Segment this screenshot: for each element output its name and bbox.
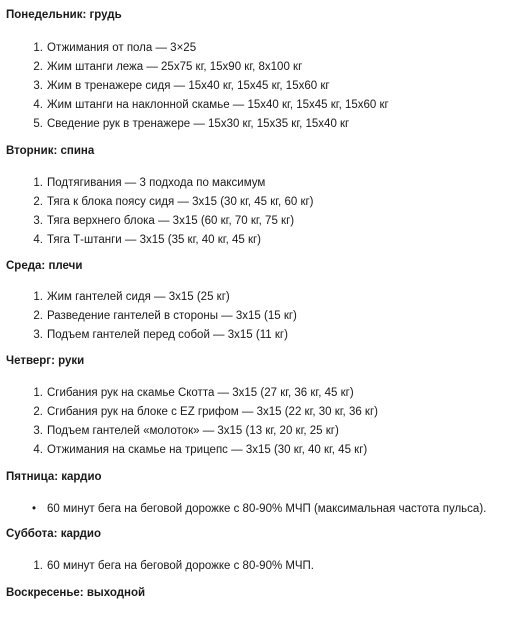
section-wednesday (6, 261, 511, 349)
exercise-list (6, 561, 511, 580)
section-title: Воскресенье: выходной (6, 587, 146, 599)
section-tuesday (6, 146, 511, 254)
item-text: Подтягивания — 3 подхода по максимум (47, 177, 266, 189)
exercise-list (6, 178, 511, 254)
section-title: Четверг: руки (6, 355, 85, 367)
list-item (6, 426, 511, 445)
list-item (6, 100, 511, 119)
exercise-list (6, 504, 511, 523)
exercise-list (6, 292, 511, 349)
section-friday (6, 472, 511, 523)
item-number: 5. (33, 118, 43, 130)
item-text: Жим гантелей сидя — 3х15 (25 кг) (47, 291, 230, 303)
item-number: 3. (33, 329, 43, 341)
list-item (6, 388, 511, 407)
item-number: 1. (33, 177, 43, 189)
item-text: Сгибания рук на блоке с EZ грифом — 3х15 (22 кг, 30 кг, 36 кг) (47, 406, 378, 418)
item-number: 1. (33, 42, 43, 54)
item-number: 2. (33, 310, 43, 322)
list-item (6, 445, 511, 464)
list-item (6, 504, 511, 523)
item-text: Отжимания от пола — 3×25 (47, 42, 197, 54)
item-text: Отжимания на скамье на трицепс — 3х15 (30 кг, 40 кг, 45 кг) (47, 444, 368, 456)
section-thursday (6, 356, 511, 464)
item-number: 1. (33, 387, 43, 399)
item-number: 2. (33, 61, 43, 73)
item-text: 60 минут бега на беговой дорожке с 80-90% МЧП (максимальная частота пульса). (47, 503, 487, 515)
list-item (6, 292, 511, 311)
item-number: 3. (33, 425, 43, 437)
item-text: Тяга к блока поясу сидя — 3х15 (30 кг, 45 кг, 60 кг) (47, 196, 314, 208)
item-text: Тяга Т-штанги — 3х15 (35 кг, 40 кг, 45 кг) (47, 234, 262, 246)
list-item (6, 330, 511, 349)
item-number: 2. (33, 196, 43, 208)
exercise-list (6, 43, 511, 138)
item-number: 3. (33, 80, 43, 92)
section-title: Среда: плечи (6, 260, 83, 272)
item-number: 4. (33, 99, 43, 111)
item-text: 60 минут бега на беговой дорожке с 80-90% МЧП. (47, 560, 314, 572)
item-number: 3. (33, 215, 43, 227)
item-text: Сгибания рук на скамье Скотта — 3х15 (27 кг, 36 кг, 45 кг) (47, 387, 354, 399)
list-item (6, 407, 511, 426)
item-number: 2. (33, 406, 43, 418)
item-text: Жим штанги лежа — 25х75 кг, 15х90 кг, 8х100 кг (47, 61, 303, 73)
list-item (6, 62, 511, 81)
section-saturday (6, 529, 511, 580)
list-item (6, 216, 511, 235)
item-text: Разведение гантелей в стороны — 3х15 (15 кг) (47, 310, 297, 322)
bullet-icon: • (32, 503, 37, 515)
section-sunday (6, 588, 511, 602)
list-item (6, 81, 511, 100)
section-title: Пятница: кардио (6, 471, 102, 483)
list-item (6, 235, 511, 254)
list-item (6, 119, 511, 138)
list-item (6, 178, 511, 197)
section-title: Вторник: спина (6, 145, 95, 157)
item-number: 4. (33, 234, 43, 246)
section-monday (6, 10, 511, 138)
section-title: Понедельник: грудь (6, 9, 122, 21)
item-text: Жим в тренажере сидя — 15х40 кг, 15х45 кг, 15х60 кг (47, 80, 330, 92)
list-item (6, 43, 511, 62)
item-text: Тяга верхнего блока — 3х15 (60 кг, 70 кг, 75 кг) (47, 215, 295, 227)
section-title: Суббота: кардио (6, 528, 101, 540)
item-text: Жим штанги на наклонной скамье — 15х40 кг, 15х45 кг, 15х60 кг (47, 99, 389, 111)
item-number: 1. (33, 291, 43, 303)
exercise-list (6, 388, 511, 464)
item-number: 1. (33, 560, 43, 572)
list-item (6, 561, 511, 580)
item-number: 4. (33, 444, 43, 456)
item-text: Подъем гантелей «молоток» — 3х15 (13 кг, 20 кг, 25 кг) (47, 425, 339, 437)
list-item (6, 197, 511, 216)
item-text: Сведение рук в тренажере — 15х30 кг, 15х35 кг, 15х40 кг (47, 118, 350, 130)
item-text: Подъем гантелей перед собой — 3х15 (11 кг) (47, 329, 288, 341)
list-item (6, 311, 511, 330)
